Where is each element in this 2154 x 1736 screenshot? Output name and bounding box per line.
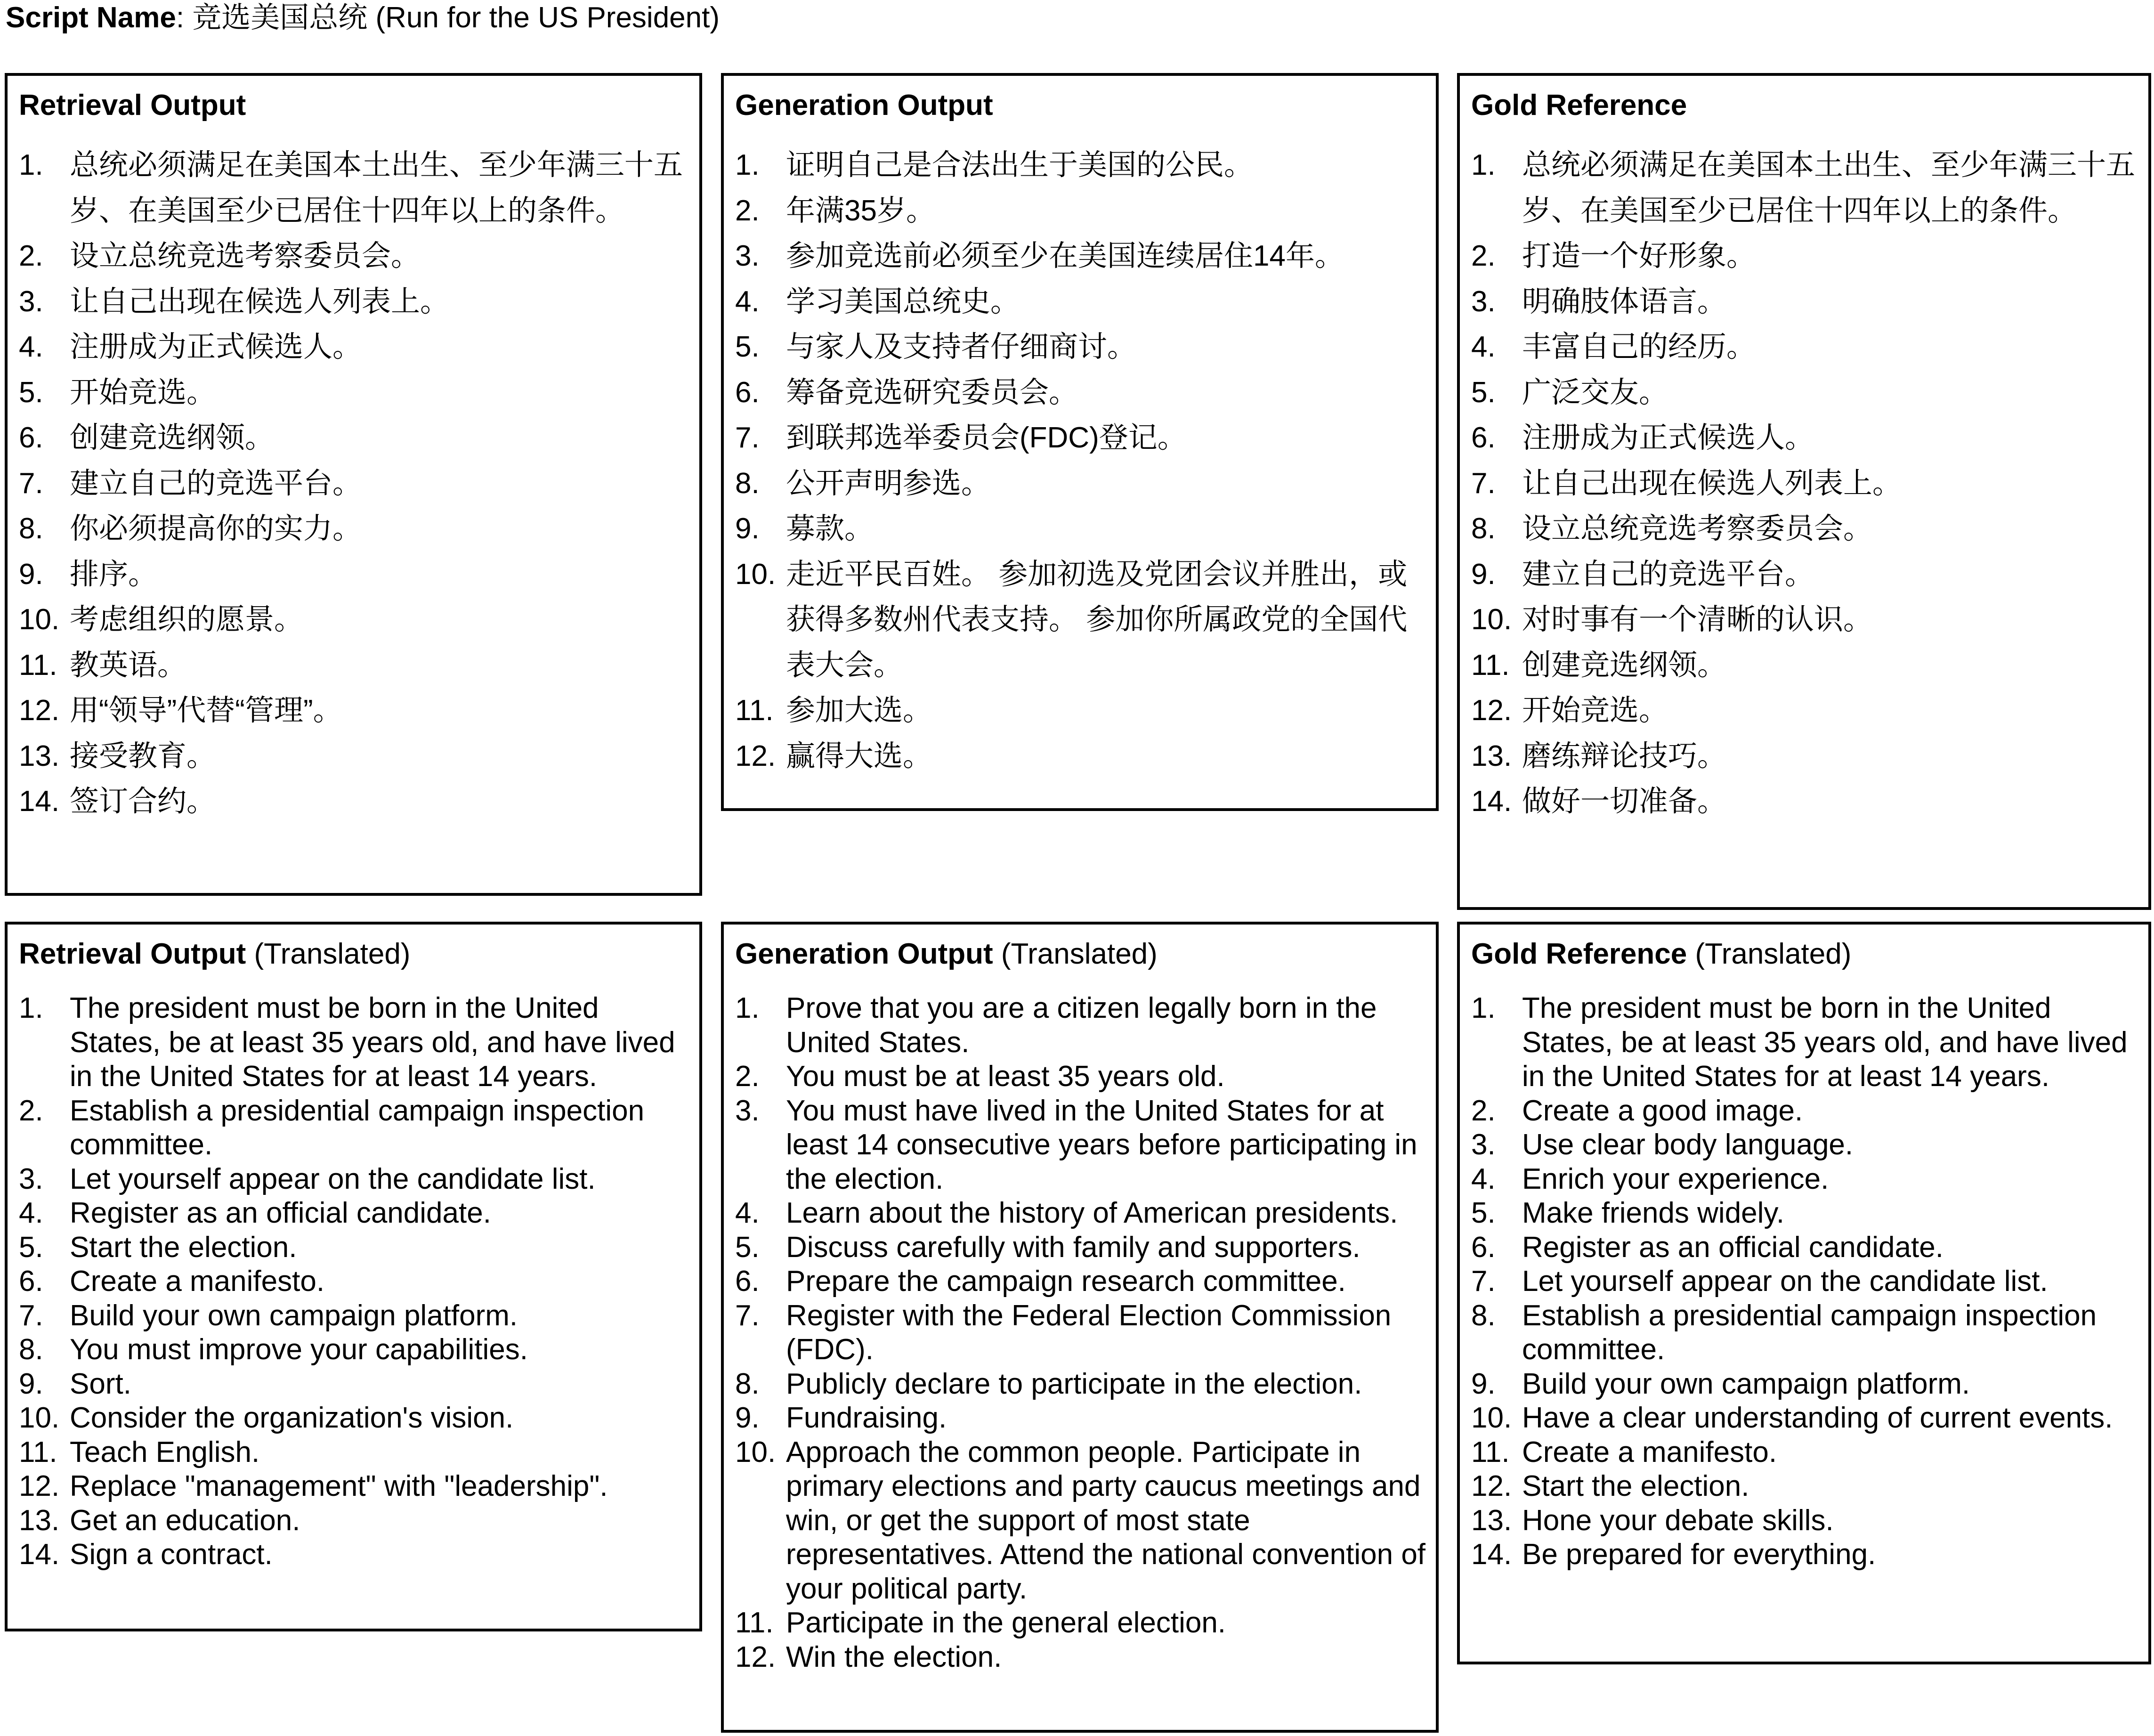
- list-item-text: Get an education.: [70, 1504, 300, 1537]
- list-item-text: Create a manifesto.: [70, 1265, 325, 1298]
- list-item-text: 磨练辩论技巧。: [1522, 739, 1727, 772]
- list-item: [1471, 1128, 2139, 1162]
- script-name-header: [6, 1, 720, 35]
- list-item-number: 7.: [735, 422, 760, 454]
- list-item: [1471, 779, 2139, 825]
- list-item-number: 3.: [19, 285, 43, 318]
- list-item-text: 参加竞选前必须至少在美国连续居住14年。: [786, 240, 1344, 272]
- list-item: [19, 734, 690, 779]
- list-item-text: 走近平民百姓。 参加初选及党团会议并胜出，或获得多数州代表支持。 参加你所属政党的全国代表大会。: [786, 558, 1408, 681]
- list-item-text: Publicly declare to participate in the election.: [786, 1367, 1362, 1400]
- list-item-text: Prove that you are a citizen legally born in the United States.: [786, 992, 1377, 1059]
- generation-output-panel: [721, 73, 1439, 811]
- list-item-number: 8.: [19, 1333, 43, 1366]
- retrieval-output-translated-panel: [5, 922, 702, 1631]
- list-item-text: The president must be born in the United States, be at least 35 years old, and have lived in the United States for at least 14 years.: [1522, 992, 2128, 1093]
- list-item-number: 4.: [19, 331, 43, 363]
- list-item: [19, 643, 690, 689]
- list-item-text: Let yourself appear on the candidate list.: [70, 1162, 596, 1195]
- panel-title-text: Retrieval Output: [19, 938, 246, 970]
- list-item: [735, 1060, 1426, 1094]
- list-item: [1471, 143, 2139, 234]
- panel-item-list: [735, 143, 1426, 779]
- list-item-number: 7.: [735, 1299, 760, 1332]
- list-item-text: 开始竞选。: [1522, 694, 1668, 727]
- list-item-number: 6.: [1471, 1231, 1496, 1264]
- list-item: [1471, 1299, 2139, 1367]
- list-item-text: 广泛交友。: [1522, 376, 1668, 409]
- list-item: [1471, 1538, 2139, 1572]
- list-item-text: Enrich your experience.: [1522, 1162, 1829, 1195]
- list-item: [19, 324, 690, 370]
- list-item-number: 1.: [1471, 149, 1496, 181]
- list-item-number: 10.: [1471, 1402, 1512, 1434]
- list-item-number: 1.: [735, 992, 760, 1024]
- list-item: [1471, 234, 2139, 279]
- list-item-number: 8.: [1471, 512, 1496, 545]
- list-item: [735, 552, 1426, 689]
- panel-title: [1471, 87, 2139, 124]
- list-item: [1471, 1367, 2139, 1402]
- list-item: [19, 1401, 690, 1436]
- list-item-text: 年满35岁。: [786, 194, 935, 227]
- list-item-text: You must be at least 35 years old.: [786, 1060, 1225, 1093]
- list-item: [19, 1367, 690, 1402]
- list-item: [1471, 991, 2139, 1094]
- panel-title: [735, 87, 1426, 124]
- list-item-text: 总统必须满足在美国本土出生、至少年满三十五岁、在美国至少已居住十四年以上的条件。: [1522, 149, 2136, 227]
- panel-title-suffix: (Translated): [246, 938, 411, 970]
- list-item-number: 12.: [19, 1470, 60, 1502]
- list-item-text: 建立自己的竞选平台。: [70, 467, 362, 500]
- list-item-number: 3.: [19, 1162, 43, 1195]
- list-item-text: 打造一个好形象。: [1522, 240, 1756, 272]
- list-item-text: 募款。: [786, 512, 874, 545]
- list-item-text: 设立总统竞选考察委员会。: [70, 240, 421, 272]
- list-item: [1471, 734, 2139, 779]
- panel-title-text: Generation Output: [735, 938, 993, 970]
- list-item-text: Replace "management" with "leadership".: [70, 1470, 608, 1502]
- list-item-text: You must have lived in the United States for at least 14 consecutive years before participating in the election.: [786, 1094, 1417, 1195]
- list-item: [735, 370, 1426, 416]
- gold-reference-translated-panel: [1457, 922, 2151, 1664]
- list-item-number: 7.: [1471, 467, 1496, 500]
- list-item-number: 5.: [735, 1231, 760, 1264]
- list-item-text: Let yourself appear on the candidate list.: [1522, 1265, 2048, 1298]
- list-item-number: 1.: [735, 149, 760, 181]
- list-item: [1471, 1504, 2139, 1538]
- list-item: [1471, 1231, 2139, 1265]
- list-item-number: 4.: [735, 285, 760, 318]
- list-item-text: The president must be born in the United States, be at least 35 years old, and have lived in the United States for at least 14 years.: [70, 992, 675, 1093]
- list-item-number: 9.: [1471, 1367, 1496, 1400]
- list-item: [19, 370, 690, 416]
- list-item-text: 注册成为正式候选人。: [70, 331, 362, 363]
- list-item: [1471, 643, 2139, 689]
- list-item-text: 筹备竞选研究委员会。: [786, 376, 1078, 409]
- list-item-number: 13.: [1471, 739, 1512, 772]
- list-item: [19, 597, 690, 643]
- list-item-number: 7.: [1471, 1265, 1496, 1298]
- list-item-text: 注册成为正式候选人。: [1522, 422, 1814, 454]
- list-item-text: 开始竞选。: [70, 376, 216, 409]
- list-item: [19, 1094, 690, 1162]
- list-item: [1471, 461, 2139, 507]
- list-item: [735, 143, 1426, 188]
- panel-title-suffix: (Translated): [1687, 938, 1852, 970]
- list-item-number: 14.: [19, 1538, 60, 1571]
- list-item-number: 13.: [1471, 1504, 1512, 1537]
- list-item-number: 6.: [1471, 422, 1496, 454]
- list-item: [1471, 688, 2139, 734]
- list-item-number: 9.: [735, 1402, 760, 1434]
- list-item: [735, 1367, 1426, 1402]
- list-item: [735, 688, 1426, 734]
- list-item: [1471, 1094, 2139, 1128]
- list-item: [19, 461, 690, 507]
- list-item-text: 学习美国总统史。: [786, 285, 1020, 318]
- panel-title-text: Retrieval Output: [19, 89, 246, 122]
- list-item: [735, 279, 1426, 325]
- list-item: [19, 1231, 690, 1265]
- list-item-text: 建立自己的竞选平台。: [1522, 558, 1814, 591]
- list-item-text: Discuss carefully with family and supporters.: [786, 1231, 1360, 1264]
- list-item: [19, 1538, 690, 1572]
- list-item: [1471, 415, 2139, 461]
- list-item-number: 1.: [1471, 992, 1496, 1024]
- list-item-text: Be prepared for everything.: [1522, 1538, 1876, 1571]
- list-item-text: 丰富自己的经历。: [1522, 331, 1756, 363]
- list-item: [19, 1196, 690, 1231]
- list-item: [735, 1640, 1426, 1675]
- list-item: [19, 552, 690, 598]
- list-item: [1471, 1401, 2139, 1436]
- list-item-text: Teach English.: [70, 1436, 260, 1468]
- list-item-text: 设立总统竞选考察委员会。: [1522, 512, 1873, 545]
- list-item-text: 签订合约。: [70, 785, 216, 818]
- list-item-text: 到联邦选举委员会(FDC)登记。: [786, 422, 1187, 454]
- list-item-text: 参加大选。: [786, 694, 932, 727]
- list-item-number: 7.: [19, 1299, 43, 1332]
- list-item: [735, 1299, 1426, 1367]
- list-item-number: 8.: [735, 1367, 760, 1400]
- list-item-text: Register with the Federal Election Commission (FDC).: [786, 1299, 1392, 1366]
- list-item-number: 11.: [735, 694, 774, 727]
- list-item-number: 9.: [735, 512, 760, 545]
- list-item-number: 4.: [1471, 331, 1496, 363]
- list-item-text: You must improve your capabilities.: [70, 1333, 528, 1366]
- list-item: [735, 324, 1426, 370]
- list-item-number: 6.: [735, 1265, 760, 1298]
- list-item-number: 2.: [19, 240, 43, 272]
- list-item: [735, 991, 1426, 1060]
- list-item-number: 12.: [19, 694, 60, 727]
- list-item: [1471, 552, 2139, 598]
- list-item: [1471, 1265, 2139, 1299]
- list-item-number: 12.: [1471, 1470, 1512, 1502]
- list-item-text: Sign a contract.: [70, 1538, 273, 1571]
- list-item-text: 明确肢体语言。: [1522, 285, 1727, 318]
- list-item-number: 6.: [19, 422, 43, 454]
- list-item-number: 8.: [19, 512, 43, 545]
- list-item-text: Make friends widely.: [1522, 1197, 1785, 1229]
- list-item: [19, 1469, 690, 1504]
- list-item-text: Start the election.: [70, 1231, 297, 1264]
- list-item: [735, 1231, 1426, 1265]
- script-name-label: Script Name: [6, 1, 176, 34]
- list-item: [735, 234, 1426, 279]
- list-item: [19, 991, 690, 1094]
- list-item-text: 证明自己是合法出生于美国的公民。: [786, 149, 1254, 181]
- list-item-number: 2.: [19, 1094, 43, 1127]
- list-item-number: 13.: [19, 739, 60, 772]
- list-item-text: Build your own campaign platform.: [70, 1299, 518, 1332]
- list-item-number: 10.: [1471, 603, 1512, 636]
- list-item-text: Start the election.: [1522, 1470, 1749, 1502]
- list-item-text: 公开声明参选。: [786, 467, 991, 500]
- list-item: [735, 1196, 1426, 1231]
- list-item: [19, 279, 690, 325]
- list-item-text: 与家人及支持者仔细商讨。: [786, 331, 1137, 363]
- panel-title-text: Gold Reference: [1471, 938, 1687, 970]
- list-item-text: Register as an official candidate.: [70, 1197, 491, 1229]
- list-item-number: 6.: [735, 376, 760, 409]
- list-item: [1471, 370, 2139, 416]
- list-item-number: 12.: [1471, 694, 1512, 727]
- list-item-text: 创建竞选纲领。: [1522, 649, 1727, 681]
- list-item-text: 用“领导”代替“管理”。: [70, 694, 342, 727]
- panel-item-list: [1471, 143, 2139, 825]
- list-item-number: 3.: [735, 1094, 760, 1127]
- list-item-number: 9.: [19, 558, 43, 591]
- panel-title-text: Gold Reference: [1471, 89, 1687, 122]
- list-item-number: 14.: [1471, 785, 1512, 818]
- list-item-text: 排序。: [70, 558, 158, 591]
- list-item-number: 9.: [1471, 558, 1496, 591]
- panel-item-list: [19, 991, 690, 1572]
- list-item: [19, 688, 690, 734]
- list-item-text: 创建竞选纲领。: [70, 422, 275, 454]
- list-item-number: 14.: [1471, 1538, 1512, 1571]
- list-item-text: Create a manifesto.: [1522, 1436, 1777, 1468]
- list-item: [1471, 1196, 2139, 1231]
- list-item-number: 11.: [19, 1436, 57, 1468]
- list-item-text: Learn about the history of American presidents.: [786, 1197, 1398, 1229]
- list-item-text: 让自己出现在候选人列表上。: [70, 285, 450, 318]
- list-item-number: 7.: [19, 467, 43, 500]
- list-item-number: 4.: [1471, 1162, 1496, 1195]
- list-item-text: Participate in the general election.: [786, 1606, 1226, 1639]
- list-item-number: 5.: [1471, 1197, 1496, 1229]
- retrieval-output-panel: [5, 73, 702, 896]
- list-item: [19, 1333, 690, 1367]
- list-item-number: 13.: [19, 1504, 60, 1537]
- list-item-text: 赢得大选。: [786, 739, 932, 772]
- list-item: [735, 1401, 1426, 1436]
- list-item-number: 6.: [19, 1265, 43, 1298]
- panel-title: [1471, 936, 2139, 973]
- list-item: [735, 1436, 1426, 1606]
- list-item: [19, 1436, 690, 1470]
- list-item-number: 2.: [735, 194, 760, 227]
- list-item-number: 11.: [735, 1606, 774, 1639]
- list-item: [1471, 1469, 2139, 1504]
- list-item-number: 8.: [735, 467, 760, 500]
- list-item: [1471, 1162, 2139, 1197]
- list-item: [19, 143, 690, 234]
- list-item-text: 接受教育。: [70, 739, 216, 772]
- list-item-text: 对时事有一个清晰的认识。: [1522, 603, 1873, 636]
- list-item-text: 做好一切准备。: [1522, 785, 1727, 818]
- list-item-text: Sort.: [70, 1367, 131, 1400]
- list-item: [735, 1094, 1426, 1197]
- list-item-text: Approach the common people. Participate in primary elections and party caucus meetings and win, or get the support of most state representatives. Attend the national convention of your political party.: [786, 1436, 1426, 1605]
- list-item: [1471, 597, 2139, 643]
- list-item-number: 5.: [19, 1231, 43, 1264]
- list-item-text: 总统必须满足在美国本土出生、至少年满三十五岁、在美国至少已居住十四年以上的条件。: [70, 149, 683, 227]
- list-item-number: 3.: [1471, 285, 1496, 318]
- list-item: [1471, 506, 2139, 552]
- list-item-text: Establish a presidential campaign inspection committee.: [70, 1094, 645, 1161]
- list-item-number: 4.: [19, 1197, 43, 1229]
- list-item-text: Hone your debate skills.: [1522, 1504, 1834, 1537]
- list-item: [1471, 1436, 2139, 1470]
- list-item-number: 11.: [19, 649, 57, 681]
- list-item: [19, 415, 690, 461]
- list-item-number: 2.: [1471, 240, 1496, 272]
- list-item-number: 12.: [735, 739, 776, 772]
- list-item-number: 8.: [1471, 1299, 1496, 1332]
- list-item-text: Establish a presidential campaign inspection committee.: [1522, 1299, 2097, 1366]
- list-item-text: 教英语。: [70, 649, 187, 681]
- list-item-number: 3.: [1471, 1128, 1496, 1161]
- list-item-number: 5.: [19, 376, 43, 409]
- list-item: [19, 506, 690, 552]
- list-item-number: 3.: [735, 240, 760, 272]
- panel-title: [735, 936, 1426, 973]
- list-item-number: 10.: [19, 603, 60, 636]
- list-item: [19, 234, 690, 279]
- list-item-text: 你必须提高你的实力。: [70, 512, 362, 545]
- list-item: [1471, 279, 2139, 325]
- list-item-number: 12.: [735, 1640, 776, 1673]
- panel-title-suffix: (Translated): [993, 938, 1158, 970]
- list-item: [735, 461, 1426, 507]
- list-item: [19, 1265, 690, 1299]
- list-item-text: Register as an official candidate.: [1522, 1231, 1943, 1264]
- panel-item-list: [735, 991, 1426, 1674]
- list-item-text: Use clear body language.: [1522, 1128, 1854, 1161]
- list-item-text: Fundraising.: [786, 1402, 947, 1434]
- panel-title: [19, 936, 690, 973]
- list-item-text: Consider the organization's vision.: [70, 1402, 514, 1434]
- list-item-number: 10.: [735, 1436, 776, 1468]
- list-item-text: Have a clear understanding of current events.: [1522, 1402, 2113, 1434]
- list-item: [735, 188, 1426, 234]
- list-item-text: 让自己出现在候选人列表上。: [1522, 467, 1902, 500]
- list-item-number: 2.: [735, 1060, 760, 1093]
- panel-title-text: Generation Output: [735, 89, 993, 122]
- list-item-number: 10.: [19, 1402, 60, 1434]
- panel-title: [19, 87, 690, 124]
- list-item-number: 4.: [735, 1197, 760, 1229]
- list-item-number: 1.: [19, 992, 43, 1024]
- list-item-number: 5.: [735, 331, 760, 363]
- panel-item-list: [1471, 991, 2139, 1572]
- generation-output-translated-panel: [721, 922, 1439, 1733]
- list-item: [735, 1265, 1426, 1299]
- list-item-number: 9.: [19, 1367, 43, 1400]
- list-item-text: 考虑组织的愿景。: [70, 603, 304, 636]
- list-item: [19, 779, 690, 825]
- list-item-number: 1.: [19, 149, 43, 181]
- list-item: [735, 1606, 1426, 1640]
- list-item-number: 5.: [1471, 376, 1496, 409]
- list-item-text: Create a good image.: [1522, 1094, 1803, 1127]
- list-item-number: 11.: [1471, 649, 1510, 681]
- list-item-text: Prepare the campaign research committee.: [786, 1265, 1346, 1298]
- list-item: [19, 1504, 690, 1538]
- list-item: [19, 1299, 690, 1333]
- list-item: [1471, 324, 2139, 370]
- list-item: [735, 734, 1426, 779]
- panel-item-list: [19, 143, 690, 825]
- gold-reference-panel: [1457, 73, 2151, 910]
- list-item-text: Win the election.: [786, 1640, 1002, 1673]
- list-item-number: 11.: [1471, 1436, 1510, 1468]
- list-item: [19, 1162, 690, 1197]
- list-item: [735, 506, 1426, 552]
- list-item: [735, 415, 1426, 461]
- list-item-text: Build your own campaign platform.: [1522, 1367, 1970, 1400]
- list-item-number: 14.: [19, 785, 60, 818]
- script-name-value: : 竞选美国总统 (Run for the US President): [176, 1, 720, 34]
- list-item-number: 2.: [1471, 1094, 1496, 1127]
- list-item-number: 10.: [735, 558, 776, 591]
